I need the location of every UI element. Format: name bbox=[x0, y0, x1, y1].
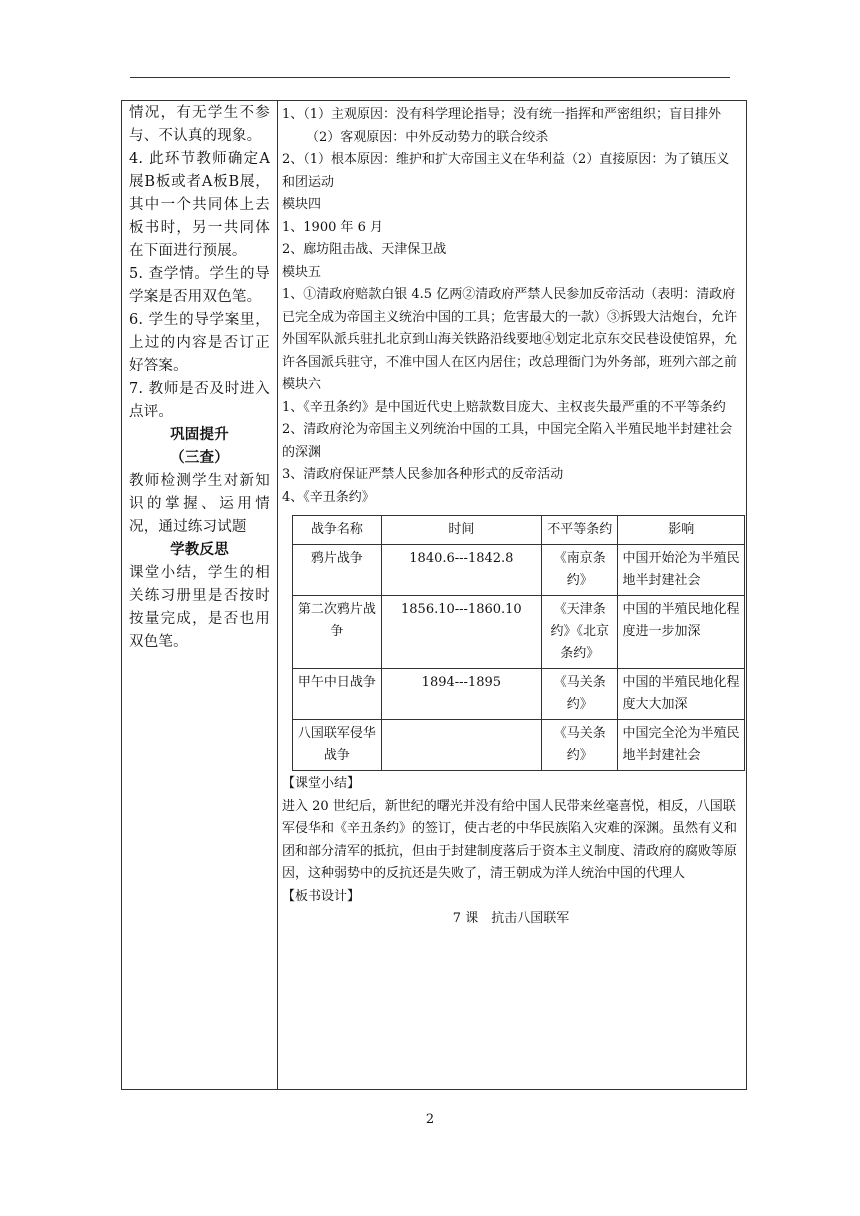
cell-treaty: 《天津条约》《北京条约》 bbox=[541, 596, 618, 669]
cell-time: 1840.6---1842.8 bbox=[381, 545, 541, 596]
answer-line: 1、《辛丑条约》是中国近代史上赔款数目庞大、主权丧失最严重的不平等条约 bbox=[282, 399, 726, 415]
answer-line: 2、清政府沦为帝国主义列统治中国的工具，中国完全陷入半殖民地半封建社会的深渊 bbox=[282, 422, 733, 460]
cell-time bbox=[381, 720, 541, 771]
answer-line: 2、廊坊阻击战、天津保卫战 bbox=[282, 242, 447, 257]
page-number: 2 bbox=[425, 1112, 435, 1127]
answer-line: 1、①清政府赔款白银 4.5 亿两②清政府严禁人民参加反帝活动（表明：清政府已完全成为帝国主义统治中国的工具；危害最大的一款）③拆毁大沽炮台，允许外国军队派兵驻扎北京到山海关铁路沿线要地④划定北京东交民巷设使馆界，允许各国派兵驻守，不准中国人在区内居住；改总理衙门为外务部，班列六部之前 bbox=[282, 287, 738, 370]
cell-war-name: 第二次鸦片战争 bbox=[293, 596, 382, 669]
heading-consolidate: 巩固提升 bbox=[170, 427, 229, 443]
cell-effect: 中国的半殖民地化程度大大加深 bbox=[618, 669, 745, 720]
column-divider bbox=[277, 100, 278, 1090]
left-paragraph: 4. 此环节教师确定A展B板或者A板B展，其中一个共同体上去板书时，另一共同体在下面进行预展。 bbox=[129, 151, 270, 259]
heading-consolidate-sub: （三查） bbox=[170, 450, 229, 466]
cell-treaty: 《马关条约》 bbox=[541, 720, 618, 771]
cell-time: 1894---1895 bbox=[381, 669, 541, 720]
right-column bbox=[282, 104, 740, 931]
board-title: 7 课 抗击八国联军 bbox=[452, 911, 570, 926]
table-row bbox=[293, 545, 745, 596]
header-effect: 影响 bbox=[618, 516, 745, 545]
table-row bbox=[293, 669, 745, 720]
header-time: 时间 bbox=[381, 516, 541, 545]
module-heading: 模块六 bbox=[282, 377, 322, 392]
board-heading: 【板书设计】 bbox=[282, 888, 361, 904]
left-column bbox=[129, 102, 270, 654]
answer-line: 4、《辛丑条约》 bbox=[282, 489, 375, 505]
cell-effect: 中国开始沦为半殖民地半封建社会 bbox=[618, 545, 745, 596]
header-treaty: 不平等条约 bbox=[541, 516, 618, 545]
summary-text: 进入 20 世纪后，新世纪的曙光并没有给中国人民带来丝毫喜悦，相反，八国联军侵华和《辛丑条约》的签订，使古老的中华民族陷入灾难的深渊。虽然有义和团和部分清军的抵抗，但由于封建制度落后于资本主义制度、清政府的腐败等原因，这种弱势中的反抗还是失败了，清王朝成为洋人统治中国的代理人 bbox=[282, 798, 738, 881]
left-paragraph: 情况，有无学生不参与、不认真的现象。 bbox=[129, 105, 270, 144]
table-row bbox=[293, 720, 745, 771]
module-heading: 模块五 bbox=[282, 264, 322, 280]
summary-heading: 【课堂小结】 bbox=[282, 776, 361, 791]
left-paragraph: 6. 学生的导学案里，上过的内容是否订正好答案。 bbox=[129, 312, 270, 374]
reflection-text: 课堂小结，学生的相关练习册里是否按时按量完成，是否也用双色笔。 bbox=[129, 565, 270, 650]
cell-treaty: 《南京条约》 bbox=[541, 545, 618, 596]
left-paragraph: 7. 教师是否及时进入点评。 bbox=[129, 381, 270, 420]
cell-war-name: 鸦片战争 bbox=[293, 545, 382, 596]
left-paragraph: 5. 查学情。学生的导学案是否用双色笔。 bbox=[129, 266, 270, 305]
answer-line: （2）客观原因：中外反动势力的联合绞杀 bbox=[306, 129, 549, 145]
answer-line: 2、（1）根本原因：维护和扩大帝国主义在华利益（2）直接原因：为了镇压义和团运动 bbox=[282, 152, 730, 190]
consolidate-text: 教师检测学生对新知识的掌握、运用情况，通过练习试题 bbox=[129, 473, 270, 535]
answer-line: 1、（1）主观原因：没有科学理论指导；没有统一指挥和严密组织；盲目排外 bbox=[282, 107, 722, 122]
war-comparison-table bbox=[292, 515, 745, 771]
table-header-row bbox=[293, 516, 745, 545]
table-row bbox=[293, 596, 745, 669]
cell-effect: 中国完全沦为半殖民地半封建社会 bbox=[618, 720, 745, 771]
answer-line: 1、1900 年 6 月 bbox=[282, 219, 384, 235]
cell-treaty: 《马关条约》 bbox=[541, 669, 618, 720]
cell-war-name: 甲午中日战争 bbox=[293, 669, 382, 720]
header-rule bbox=[130, 77, 730, 78]
answer-line: 3、清政府保证严禁人民参加各种形式的反帝活动 bbox=[282, 467, 564, 482]
module-heading: 模块四 bbox=[282, 197, 322, 212]
cell-time: 1856.10---1860.10 bbox=[381, 596, 541, 669]
cell-effect: 中国的半殖民地化程度进一步加深 bbox=[618, 596, 745, 669]
header-war-name: 战争名称 bbox=[293, 516, 382, 545]
heading-reflection: 学教反思 bbox=[170, 542, 229, 558]
cell-war-name: 八国联军侵华战争 bbox=[293, 720, 382, 771]
